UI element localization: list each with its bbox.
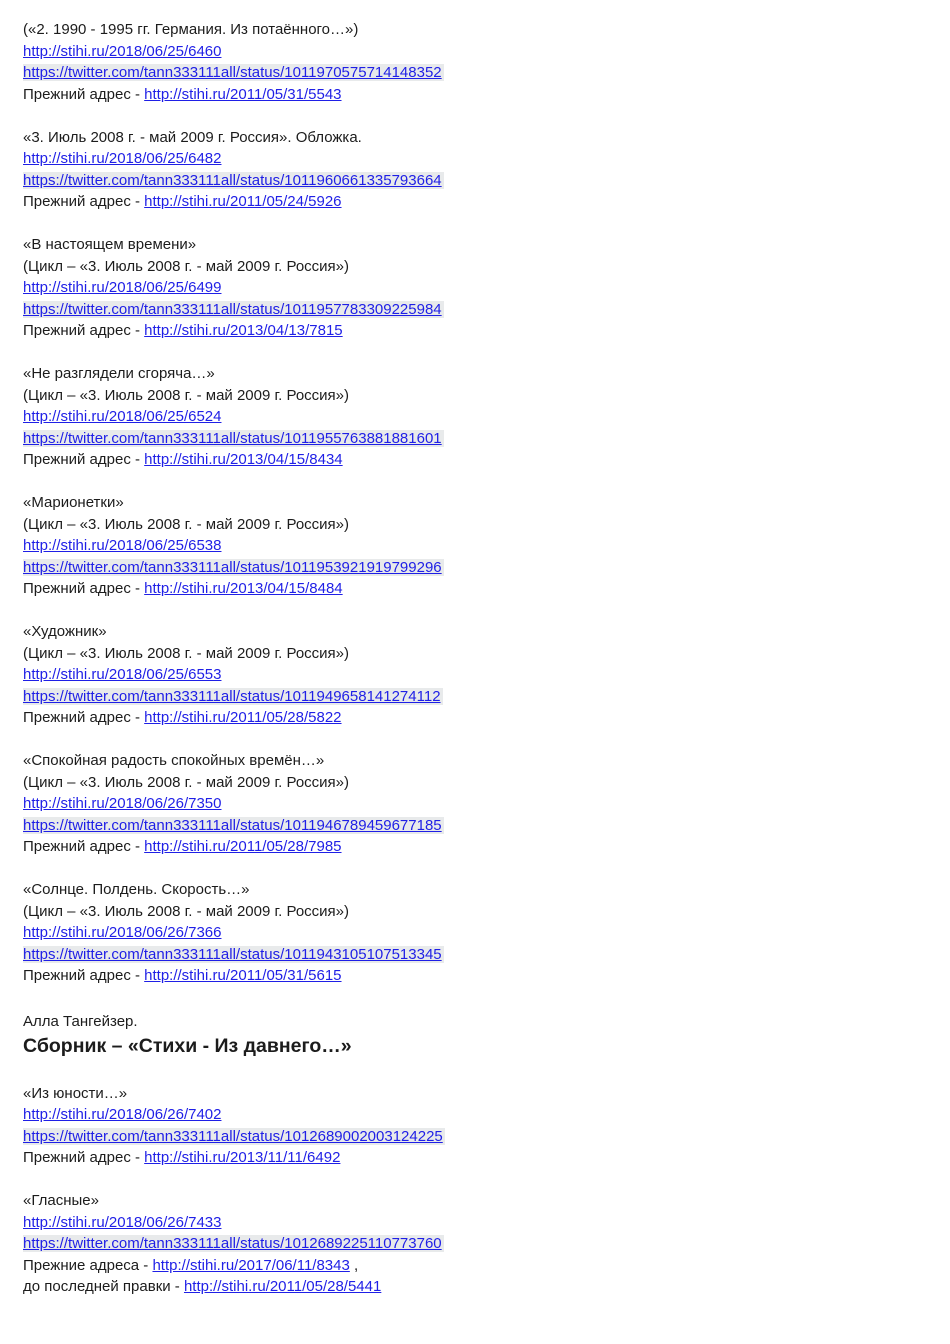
previous-address-line <box>23 1276 926 1298</box>
poem-entry <box>23 1190 926 1298</box>
previous-address-line <box>23 578 926 600</box>
twitter-status-link[interactable]: https://twitter.com/tann333111all/status/1011957783309225984 <box>23 300 442 318</box>
previous-address-lines <box>23 191 926 213</box>
stihi-previous-link[interactable]: http://stihi.ru/2011/05/28/5822 <box>144 709 342 726</box>
poem-entry <box>23 492 926 600</box>
twitter-link-line <box>23 170 926 192</box>
previous-address-lines <box>23 965 926 987</box>
poem-cycle-line: (Цикл – «3. Июль 2008 г. - май 2009 г. Россия») <box>23 644 350 662</box>
stihi-new-link[interactable]: http://stihi.ru/2018/06/25/6499 <box>23 279 222 296</box>
stihi-new-link[interactable]: http://stihi.ru/2018/06/26/7366 <box>23 924 222 941</box>
stihi-new-link[interactable]: http://stihi.ru/2018/06/25/6538 <box>23 537 222 554</box>
author-line: Алла Тангейзер. <box>23 1012 138 1030</box>
twitter-status-link[interactable]: https://twitter.com/tann333111all/status/1011943105107513345 <box>23 945 442 963</box>
stihi-previous-link[interactable]: http://stihi.ru/2011/05/24/5926 <box>144 193 342 210</box>
stihi-new-link-line <box>23 277 926 299</box>
stihi-previous-link[interactable]: http://stihi.ru/2011/05/28/7985 <box>144 838 342 855</box>
previous-address-label: Прежний адрес - <box>23 580 145 597</box>
stihi-new-link-line <box>23 535 926 557</box>
previous-address-line <box>23 1147 926 1169</box>
previous-address-suffix: , <box>349 1256 359 1274</box>
previous-address-label: Прежний адрес - <box>23 1149 145 1166</box>
previous-address-lines <box>23 578 926 600</box>
stihi-new-link-line <box>23 148 926 170</box>
poem-entry <box>23 879 926 987</box>
previous-address-label: Прежний адрес - <box>23 838 145 855</box>
poem-entry <box>23 1083 926 1169</box>
previous-address-lines <box>23 836 926 858</box>
poem-title: «Марионетки» <box>23 494 124 511</box>
twitter-link-line <box>23 1126 926 1148</box>
previous-address-line <box>23 320 926 342</box>
poem-title: «Из юности…» <box>23 1084 128 1102</box>
twitter-status-link[interactable]: https://twitter.com/tann333111all/status/1011960661335793664 <box>23 171 442 189</box>
twitter-link-line <box>23 62 926 84</box>
previous-address-line <box>23 449 926 471</box>
previous-address-line <box>23 1255 926 1277</box>
twitter-status-link[interactable]: https://twitter.com/tann333111all/status/1012689002003124225 <box>23 1127 443 1145</box>
previous-address-label: Прежний адрес - <box>23 322 145 339</box>
poem-entry <box>23 363 926 471</box>
previous-address-label: Прежний адрес - <box>23 193 145 210</box>
previous-address-label: до последней правки - <box>23 1278 184 1295</box>
stihi-new-link-line <box>23 793 926 815</box>
document-content <box>23 19 926 1298</box>
previous-address-lines <box>23 449 926 471</box>
stihi-new-link-line <box>23 664 926 686</box>
previous-address-lines <box>23 320 926 342</box>
poem-entry <box>23 750 926 858</box>
twitter-link-line <box>23 299 926 321</box>
twitter-link-line <box>23 557 926 579</box>
poem-cycle-line: (Цикл – «3. Июль 2008 г. - май 2009 г. Россия») <box>23 902 350 920</box>
previous-address-label: Прежние адреса - <box>23 1256 153 1274</box>
previous-address-line <box>23 836 926 858</box>
stihi-new-link[interactable]: http://stihi.ru/2018/06/25/6553 <box>23 666 222 683</box>
twitter-status-link[interactable]: https://twitter.com/tann333111all/status/1011953921919799296 <box>23 558 442 576</box>
poem-title: «Солнце. Полдень. Скорость…» <box>23 881 250 898</box>
previous-address-lines <box>23 1255 926 1298</box>
twitter-link-line <box>23 428 926 450</box>
poem-cycle-line: (Цикл – «3. Июль 2008 г. - май 2009 г. Россия») <box>23 773 350 791</box>
poem-title: «Гласные» <box>23 1192 99 1209</box>
stihi-previous-link[interactable]: http://stihi.ru/2013/04/15/8434 <box>144 451 343 468</box>
poem-title: «3. Июль 2008 г. - май 2009 г. Россия». Обложка. <box>23 128 362 146</box>
stihi-previous-link[interactable]: http://stihi.ru/2013/04/15/8484 <box>144 580 343 597</box>
stihi-new-link[interactable]: http://stihi.ru/2018/06/25/6524 <box>23 408 222 425</box>
twitter-link-line <box>23 1233 926 1255</box>
twitter-status-link[interactable]: https://twitter.com/tann333111all/status/1011949658141274112 <box>23 687 441 705</box>
poem-title: «В настоящем времени» <box>23 236 197 253</box>
stihi-new-link[interactable]: http://stihi.ru/2018/06/25/6460 <box>23 42 222 60</box>
stihi-new-link-line <box>23 1212 926 1234</box>
stihi-new-link[interactable]: http://stihi.ru/2018/06/26/7433 <box>23 1213 222 1231</box>
previous-address-lines <box>23 84 926 106</box>
poem-cycle-line: (Цикл – «3. Июль 2008 г. - май 2009 г. Россия») <box>23 257 350 275</box>
previous-address-label: Прежний адрес - <box>23 451 145 468</box>
stihi-new-link-line <box>23 922 926 944</box>
poem-title: («2. 1990 - 1995 гг. Германия. Из потаённого…») <box>23 21 359 38</box>
poem-cycle-line: (Цикл – «3. Июль 2008 г. - май 2009 г. Россия») <box>23 386 350 404</box>
twitter-status-link[interactable]: https://twitter.com/tann333111all/status/1011946789459677185 <box>23 816 442 834</box>
twitter-status-link[interactable]: https://twitter.com/tann333111all/status/1012689225110773760 <box>23 1235 442 1252</box>
stihi-new-link-line <box>23 1104 926 1126</box>
previous-address-line <box>23 965 926 987</box>
stihi-previous-link[interactable]: http://stihi.ru/2011/05/31/5615 <box>144 967 342 984</box>
poem-entry <box>23 127 926 213</box>
stihi-new-link-line <box>23 406 926 428</box>
stihi-previous-link[interactable]: http://stihi.ru/2017/06/11/8343 <box>152 1256 350 1274</box>
poem-title: «Художник» <box>23 623 107 640</box>
previous-address-lines <box>23 1147 926 1169</box>
collection-title: Сборник – «Стихи - Из давнего…» <box>23 1035 352 1057</box>
twitter-link-line <box>23 686 926 708</box>
stihi-new-link[interactable]: http://stihi.ru/2018/06/26/7350 <box>23 795 222 812</box>
section-header <box>23 1011 926 1062</box>
poem-entry <box>23 19 926 105</box>
previous-address-line <box>23 191 926 213</box>
stihi-previous-link[interactable]: http://stihi.ru/2013/11/11/6492 <box>144 1149 341 1166</box>
previous-address-label: Прежний адрес - <box>23 709 145 726</box>
twitter-status-link[interactable]: https://twitter.com/tann333111all/status/1011955763881881601 <box>23 429 442 447</box>
poem-entry <box>23 234 926 342</box>
stihi-new-link[interactable]: http://stihi.ru/2018/06/26/7402 <box>23 1106 222 1123</box>
twitter-status-link[interactable]: https://twitter.com/tann333111all/status/1011970575714148352 <box>23 64 442 81</box>
poem-title: «Спокойная радость спокойных времён…» <box>23 752 325 769</box>
previous-address-lines <box>23 707 926 729</box>
poem-cycle-line: (Цикл – «3. Июль 2008 г. - май 2009 г. Россия») <box>23 515 350 533</box>
stihi-previous-link[interactable]: http://stihi.ru/2011/05/31/5543 <box>144 85 342 103</box>
previous-address-label: Прежний адрес - <box>23 967 145 984</box>
twitter-link-line <box>23 944 926 966</box>
previous-address-line <box>23 84 926 106</box>
stihi-previous-link[interactable]: http://stihi.ru/2013/04/13/7815 <box>144 322 343 339</box>
previous-address-line <box>23 707 926 729</box>
poem-entry <box>23 621 926 729</box>
twitter-link-line <box>23 815 926 837</box>
previous-address-label: Прежний адрес - <box>23 85 145 103</box>
poem-title: «Не разглядели сгоряча…» <box>23 365 215 382</box>
stihi-new-link-line <box>23 41 926 63</box>
stihi-previous-link[interactable]: http://stihi.ru/2011/05/28/5441 <box>183 1278 382 1295</box>
stihi-new-link[interactable]: http://stihi.ru/2018/06/25/6482 <box>23 150 222 167</box>
